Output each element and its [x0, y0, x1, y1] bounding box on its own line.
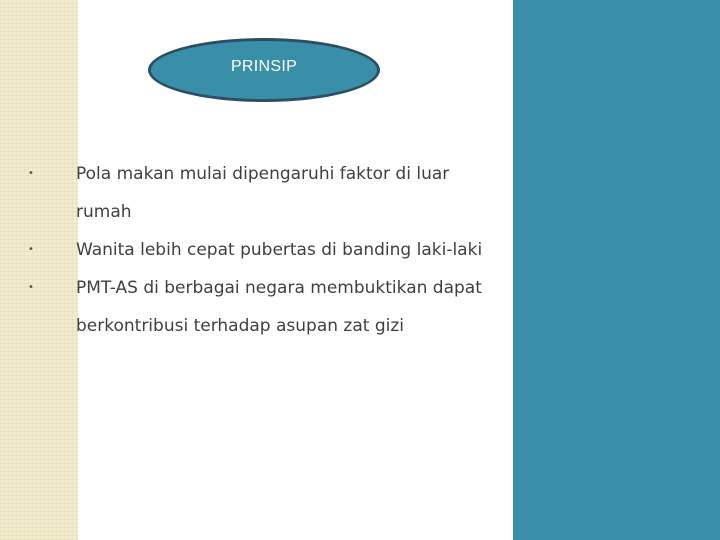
list-item: [28, 231, 528, 269]
bullet-text: PMT-AS di berbagai negara membuktikan dapat berkontribusi terhadap asupan zat gizi: [76, 278, 482, 336]
bullet-text: Wanita lebih cepat pubertas di banding laki-laki: [76, 240, 483, 260]
bullet-text: Pola makan mulai dipengaruhi faktor di luar rumah: [76, 164, 450, 222]
list-item: [28, 269, 528, 345]
bullet-icon: •: [28, 168, 34, 179]
bullet-list: [28, 155, 528, 345]
bullet-icon: •: [28, 282, 34, 293]
slide-title: PRINSIP: [230, 58, 298, 75]
bullet-icon: •: [28, 244, 34, 255]
title-ellipse: [148, 38, 380, 102]
right-accent-panel: [513, 0, 720, 540]
list-item: [28, 155, 528, 231]
